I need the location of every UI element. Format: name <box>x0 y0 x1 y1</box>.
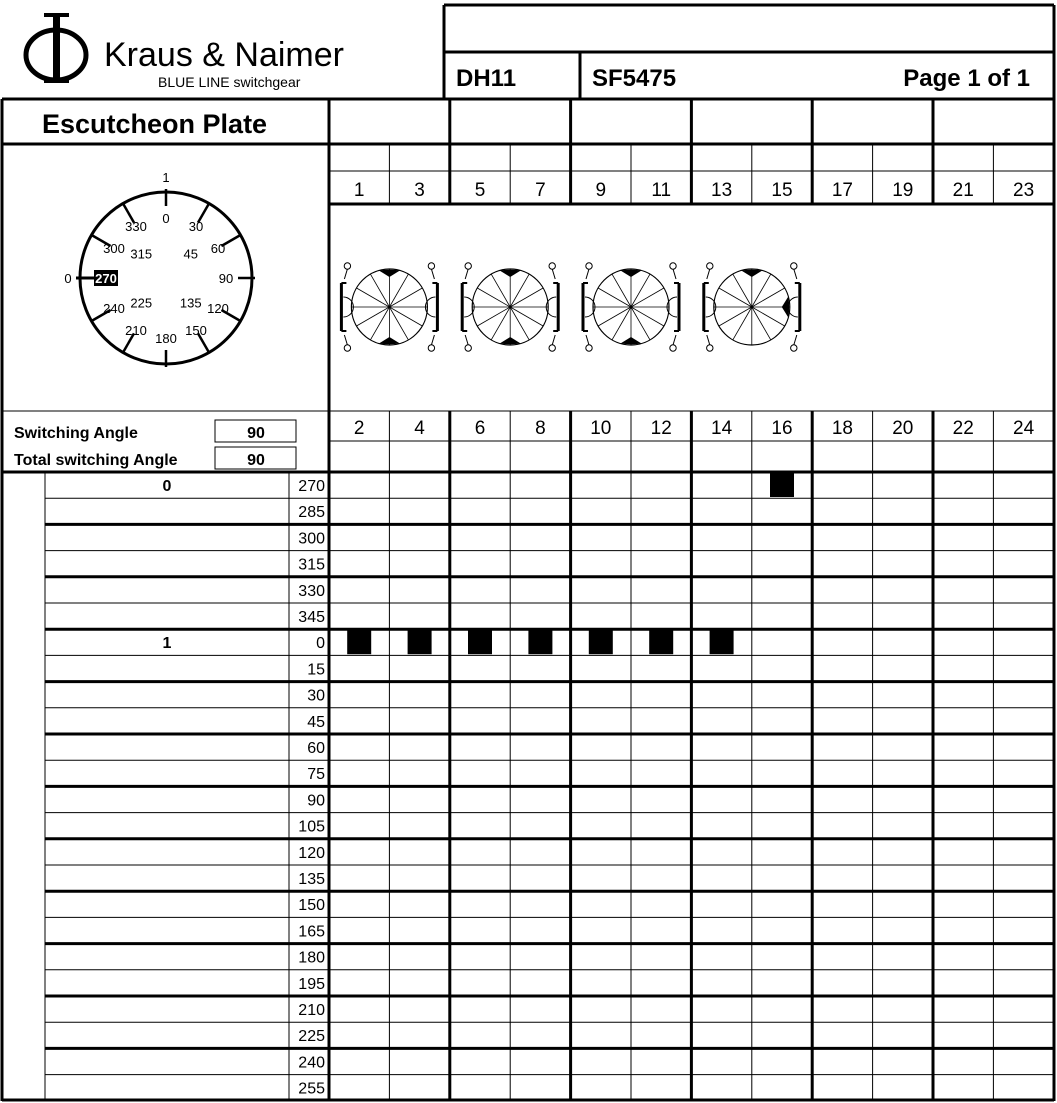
position-angle: 225 <box>298 1028 325 1046</box>
terminal-lead <box>707 335 710 345</box>
terminal-pin <box>344 263 350 269</box>
dial-label: 0 <box>64 271 72 286</box>
terminal-lead <box>431 269 434 279</box>
dial-label: 300 <box>103 241 125 256</box>
terminal-number-bottom: 24 <box>1013 418 1035 439</box>
closed-contact-mark <box>589 630 613 654</box>
switching-angle-value: 90 <box>247 425 265 442</box>
cam-spoke <box>389 307 422 326</box>
cam-spoke <box>719 307 752 326</box>
terminal-pin <box>428 345 434 351</box>
contact-diagrams <box>341 263 799 351</box>
cam-spoke <box>510 274 529 307</box>
terminal-lead <box>344 335 347 345</box>
position-angle: 255 <box>298 1080 325 1098</box>
position-angle: 150 <box>298 897 325 915</box>
closed-contact-mark <box>770 473 794 497</box>
terminal-pin <box>465 263 471 269</box>
position-angle: 15 <box>307 661 325 679</box>
model-code: DH11 <box>456 65 517 92</box>
terminal-pin <box>428 263 434 269</box>
closed-contact-mark <box>528 630 552 654</box>
cam-spoke <box>370 274 389 307</box>
dial-label: 225 <box>130 295 153 311</box>
terminal-pin <box>670 263 676 269</box>
cam-spoke <box>752 307 771 340</box>
program-grid <box>2 99 1054 1101</box>
cam-spoke <box>631 274 650 307</box>
cam-spoke <box>631 307 650 340</box>
cam-spoke <box>598 288 631 307</box>
dial-label: 315 <box>130 246 153 262</box>
position-angle: 210 <box>298 1002 325 1019</box>
position-angle: 195 <box>298 975 325 993</box>
cam-spoke <box>631 307 664 326</box>
position-angle: 60 <box>307 740 325 757</box>
contact-diagram <box>704 263 800 351</box>
cam-lobe <box>741 270 762 277</box>
total-switching-angle-value: 90 <box>247 452 265 469</box>
cam-spoke <box>389 307 408 340</box>
cam-spoke <box>370 307 389 340</box>
terminal-lead <box>707 269 710 279</box>
dial-label: 90 <box>218 271 234 286</box>
position-label: 0 <box>162 478 172 495</box>
cam-spoke <box>631 288 664 307</box>
contact-diagram <box>583 263 679 351</box>
terminal-number-top: 23 <box>1013 180 1035 201</box>
cam-spoke <box>477 288 510 307</box>
dial-label: 210 <box>125 322 147 338</box>
cam-spoke <box>752 307 785 326</box>
terminal-lead <box>465 335 468 345</box>
terminal-lead <box>586 335 589 345</box>
dial-label: 120 <box>207 301 229 316</box>
position-angle: 330 <box>298 582 325 600</box>
terminal-lead <box>465 269 468 279</box>
cam-lobe <box>620 270 641 277</box>
position-angle: 165 <box>298 923 325 941</box>
cam-lobe <box>379 270 400 277</box>
terminal-lead <box>431 335 434 345</box>
position-label: 1 <box>162 635 172 653</box>
dial-label: 60 <box>210 241 226 256</box>
closed-contact-mark <box>408 630 432 654</box>
dial-label: 270 <box>95 271 117 286</box>
closed-contact-mark <box>468 630 492 654</box>
position-angle: 45 <box>307 713 325 731</box>
terminal-pin <box>586 345 592 351</box>
terminal-lead <box>794 335 797 345</box>
terminal-lead <box>794 269 797 279</box>
position-angle: 270 <box>298 478 325 495</box>
escutcheon-title: Escutcheon Plate <box>42 109 268 139</box>
cam-spoke <box>356 307 389 326</box>
terminal-pin <box>670 345 676 351</box>
terminal-pin <box>549 345 555 351</box>
position-angle: 105 <box>298 818 325 836</box>
position-angle: 180 <box>298 949 325 967</box>
position-angle: 135 <box>298 871 325 888</box>
position-angle: 285 <box>298 504 325 522</box>
program-code: SF5475 <box>592 65 677 92</box>
cam-spoke <box>510 307 529 340</box>
terminal-number-bottom: 22 <box>952 418 974 439</box>
dial-label: 240 <box>103 301 125 316</box>
terminal-number-top: 7 <box>535 180 546 201</box>
cam-spoke <box>752 274 771 307</box>
terminal-pin <box>586 263 592 269</box>
dial-label: 45 <box>183 246 198 262</box>
cam-spoke <box>752 288 785 307</box>
cam-spoke <box>510 288 543 307</box>
terminal-number-bottom: 6 <box>474 418 486 439</box>
terminal-number-top: 3 <box>414 180 425 201</box>
terminal-pin <box>344 345 350 351</box>
cam-spoke <box>612 274 631 307</box>
closed-contact-mark <box>347 630 371 654</box>
escutcheon-dial <box>64 170 255 367</box>
position-angle: 315 <box>298 556 325 574</box>
cam-spoke <box>477 307 510 326</box>
terminal-pin <box>707 345 713 351</box>
terminal-number-top: 9 <box>595 180 607 201</box>
terminal-pin <box>707 263 713 269</box>
terminal-lead <box>586 269 589 279</box>
position-angle: 30 <box>307 687 325 705</box>
cam-lobe <box>620 337 641 344</box>
position-angle: 345 <box>298 609 325 626</box>
position-angle: 90 <box>307 792 325 810</box>
terminal-pin <box>791 263 797 269</box>
terminal-number-bottom: 18 <box>831 418 853 439</box>
cam-spoke <box>733 274 752 307</box>
terminal-number-top: 1 <box>353 180 365 201</box>
terminal-number-top: 15 <box>771 180 793 201</box>
dial-label: 30 <box>188 219 204 235</box>
closed-contact-mark <box>649 630 673 654</box>
terminal-number-top: 19 <box>892 180 914 201</box>
cam-spoke <box>719 288 752 307</box>
position-angle: 240 <box>298 1054 325 1072</box>
switching-angle-label: Switching Angle <box>14 425 138 442</box>
cam-spoke <box>510 307 543 326</box>
terminal-number-bottom: 8 <box>535 418 546 439</box>
terminal-lead <box>552 269 555 279</box>
position-angle: 120 <box>298 844 325 862</box>
cam-spoke <box>598 307 631 326</box>
brand-name: Kraus & Naimer <box>104 36 344 74</box>
terminal-pin <box>465 345 471 351</box>
cam-spoke <box>491 274 510 307</box>
total-switching-angle-label: Total switching Angle <box>14 452 178 469</box>
position-angle: 75 <box>307 766 325 784</box>
dial-label: 135 <box>179 295 202 311</box>
position-angle: 0 <box>316 635 325 653</box>
dial-label: 1 <box>162 170 170 185</box>
closed-contact-mark <box>710 630 734 654</box>
position-angle: 300 <box>298 530 325 548</box>
terminal-lead <box>552 335 555 345</box>
terminal-number-bottom: 10 <box>590 418 612 439</box>
page-indicator: Page 1 of 1 <box>903 65 1030 92</box>
terminal-number-bottom: 12 <box>650 418 672 439</box>
terminal-number-bottom: 20 <box>892 418 914 439</box>
terminal-number-top: 17 <box>831 180 853 201</box>
terminal-number-top: 5 <box>474 180 486 201</box>
terminal-number-bottom: 16 <box>771 418 793 439</box>
terminal-number-bottom: 4 <box>414 418 425 439</box>
cam-spoke <box>389 288 422 307</box>
terminal-number-bottom: 2 <box>353 418 365 439</box>
brand-subtitle: BLUE LINE switchgear <box>158 74 301 90</box>
terminal-lead <box>344 269 347 279</box>
cam-spoke <box>612 307 631 340</box>
dial-label: 150 <box>185 322 207 338</box>
terminal-pin <box>791 345 797 351</box>
cam-lobe <box>500 270 521 277</box>
brand-logo <box>26 13 86 83</box>
terminal-number-top: 13 <box>711 180 733 201</box>
cam-spoke <box>356 288 389 307</box>
cam-lobe <box>379 337 400 344</box>
cam-spoke <box>389 274 408 307</box>
terminal-number-top: 21 <box>952 180 974 201</box>
contact-diagram <box>341 263 437 351</box>
terminal-pin <box>549 263 555 269</box>
contact-diagram <box>462 263 558 351</box>
terminal-lead <box>673 335 676 345</box>
cam-spoke <box>491 307 510 340</box>
dial-label: 330 <box>125 219 147 235</box>
cam-spoke <box>733 307 752 340</box>
terminal-number-top: 11 <box>651 180 672 201</box>
cam-lobe <box>500 337 521 344</box>
terminal-number-bottom: 14 <box>711 418 733 439</box>
terminal-lead <box>673 269 676 279</box>
dial-label: 180 <box>155 331 177 346</box>
dial-label: 0 <box>162 211 170 226</box>
